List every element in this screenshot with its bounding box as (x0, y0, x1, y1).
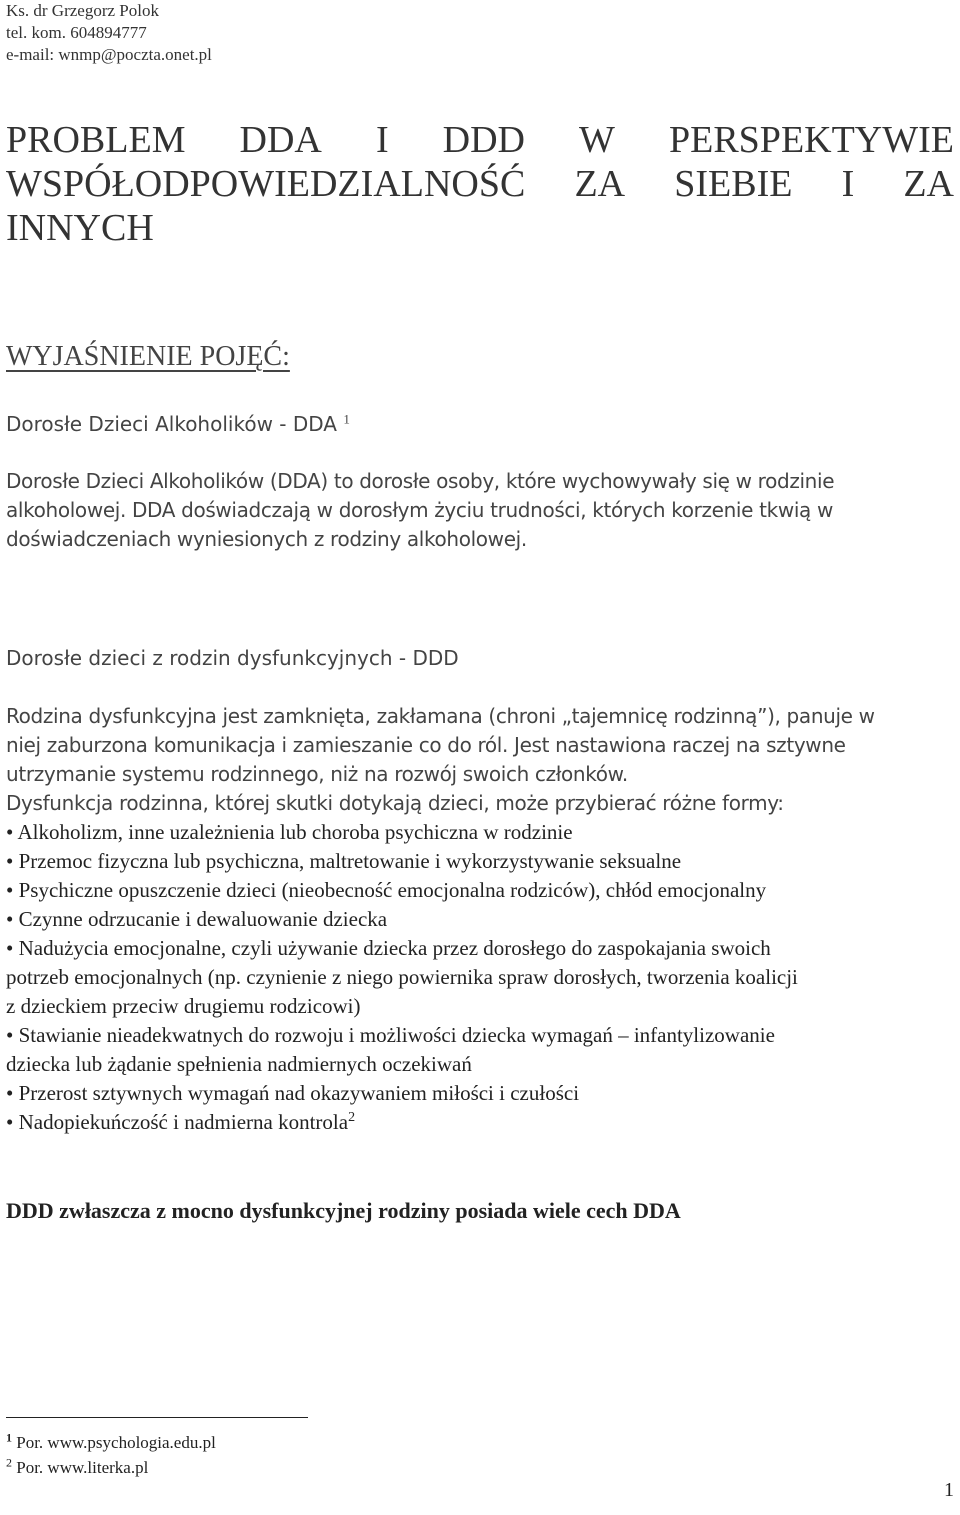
paragraph-line: Rodzina dysfunkcyjna jest zamknięta, zakłamana (chroni „tajemnicę rodzinną”), panuje w (6, 704, 875, 728)
list-item-continuation: z dzieckiem przeciw drugiemu rodzicowi) (6, 994, 361, 1018)
list-item: • Przerost sztywnych wymagań nad okazywaniem miłości i czułości (6, 1081, 580, 1105)
title-word: INNYCH (6, 207, 154, 249)
list-item: • Alkoholizm, inne uzależnienia lub choroba psychiczna w rodzinie (6, 820, 573, 844)
list-item-text: • Nadopiekuńczość i nadmierna kontrola (6, 1110, 349, 1134)
conclusion-statement: DDD zwłaszcza z mocno dysfunkcyjnej rodziny posiada wiele cech DDA (6, 1198, 681, 1223)
title-word: DDD (442, 119, 525, 161)
footnote-number: 1 (6, 1430, 12, 1445)
list-item-continuation: potrzeb emocjonalnych (np. czynienie z niego powiernika spraw dorosłych, tworzenia koalicji (6, 965, 798, 989)
title-line-2 (6, 162, 954, 206)
title-word: I (841, 163, 855, 205)
footnote-ref: 2 (348, 1110, 356, 1125)
ddd-heading: Dorosłe dzieci z rodzin dysfunkcyjnych - DDD (6, 646, 459, 670)
page-number: 1 (944, 1479, 954, 1501)
document-title (6, 118, 954, 250)
list-item: • Stawianie nieadekwatnych do rozwoju i możliwości dziecka wymagań – infantylizowanie (6, 1023, 775, 1047)
footnote-number: 2 (6, 1455, 12, 1470)
author-name: Ks. dr Grzegorz Polok (6, 1, 159, 20)
dysfunction-forms-list (6, 818, 956, 1137)
title-line-1 (6, 118, 954, 162)
list-item-continuation: dziecka lub żądanie spełnienia nadmiernych oczekiwań (6, 1052, 472, 1076)
list-item (6, 1108, 956, 1137)
title-word: PERSPEKTYWIE (668, 119, 954, 161)
author-email: e-mail: wnmp@poczta.onet.pl (6, 45, 212, 64)
author-header (6, 0, 212, 66)
paragraph-line: Dorosłe Dzieci Alkoholików (DDA) to dorosłe osoby, które wychowywały się w rodzinie (6, 469, 835, 493)
footnote-text: Por. www.psychologia.edu.pl (12, 1433, 216, 1452)
section-heading: WYJAŚNIENIE POJĘĆ: (6, 341, 290, 372)
title-word: PROBLEM (6, 119, 186, 161)
footnote-text: Por. www.literka.pl (12, 1458, 149, 1477)
list-item: • Psychiczne opuszczenie dzieci (nieobecność emocjonalna rodziców), chłód emocjonalny (6, 878, 767, 902)
footnote-ref: 1 (343, 411, 350, 427)
paragraph-line: alkoholowej. DDA doświadczają w dorosłym życiu trudności, których korzenie tkwią w (6, 498, 833, 522)
title-line-3 (6, 206, 954, 250)
title-word: ZA (903, 163, 954, 205)
title-word: DDA (239, 119, 322, 161)
paragraph-line: doświadczeniach wyniesionych z rodziny alkoholowej. (6, 527, 527, 551)
footnote-2 (6, 1455, 216, 1480)
dda-heading (6, 411, 350, 437)
list-item: • Przemoc fizyczna lub psychiczna, maltretowanie i wykorzystywanie seksualne (6, 849, 682, 873)
dda-heading-text: Dorosłe Dzieci Alkoholików - DDA (6, 412, 337, 436)
ddd-paragraph (6, 702, 956, 818)
title-word: I (375, 119, 389, 161)
title-word: W (579, 119, 615, 161)
dda-paragraph (6, 467, 956, 554)
footnote-divider (6, 1417, 308, 1418)
footnote-1 (6, 1430, 216, 1455)
footnotes (6, 1430, 216, 1480)
paragraph-line: utrzymanie systemu rodzinnego, niż na rozwój swoich członków. (6, 762, 628, 786)
paragraph-line: Dysfunkcja rodzinna, której skutki dotykają dzieci, może przybierać różne formy: (6, 791, 784, 815)
title-word: SIEBIE (674, 163, 793, 205)
paragraph-line: niej zaburzona komunikacja i zamieszanie co do ról. Jest nastawiona raczej na sztywne (6, 733, 846, 757)
list-item: • Czynne odrzucanie i dewaluowanie dziecka (6, 907, 388, 931)
list-item: • Nadużycia emocjonalne, czyli używanie dziecka przez dorosłego do zaspokajania swoich (6, 936, 771, 960)
title-word: ZA (574, 163, 626, 205)
author-phone: tel. kom. 604894777 (6, 23, 147, 42)
title-word: WSPÓŁODPOWIEDZIALNOŚĆ (6, 163, 526, 205)
